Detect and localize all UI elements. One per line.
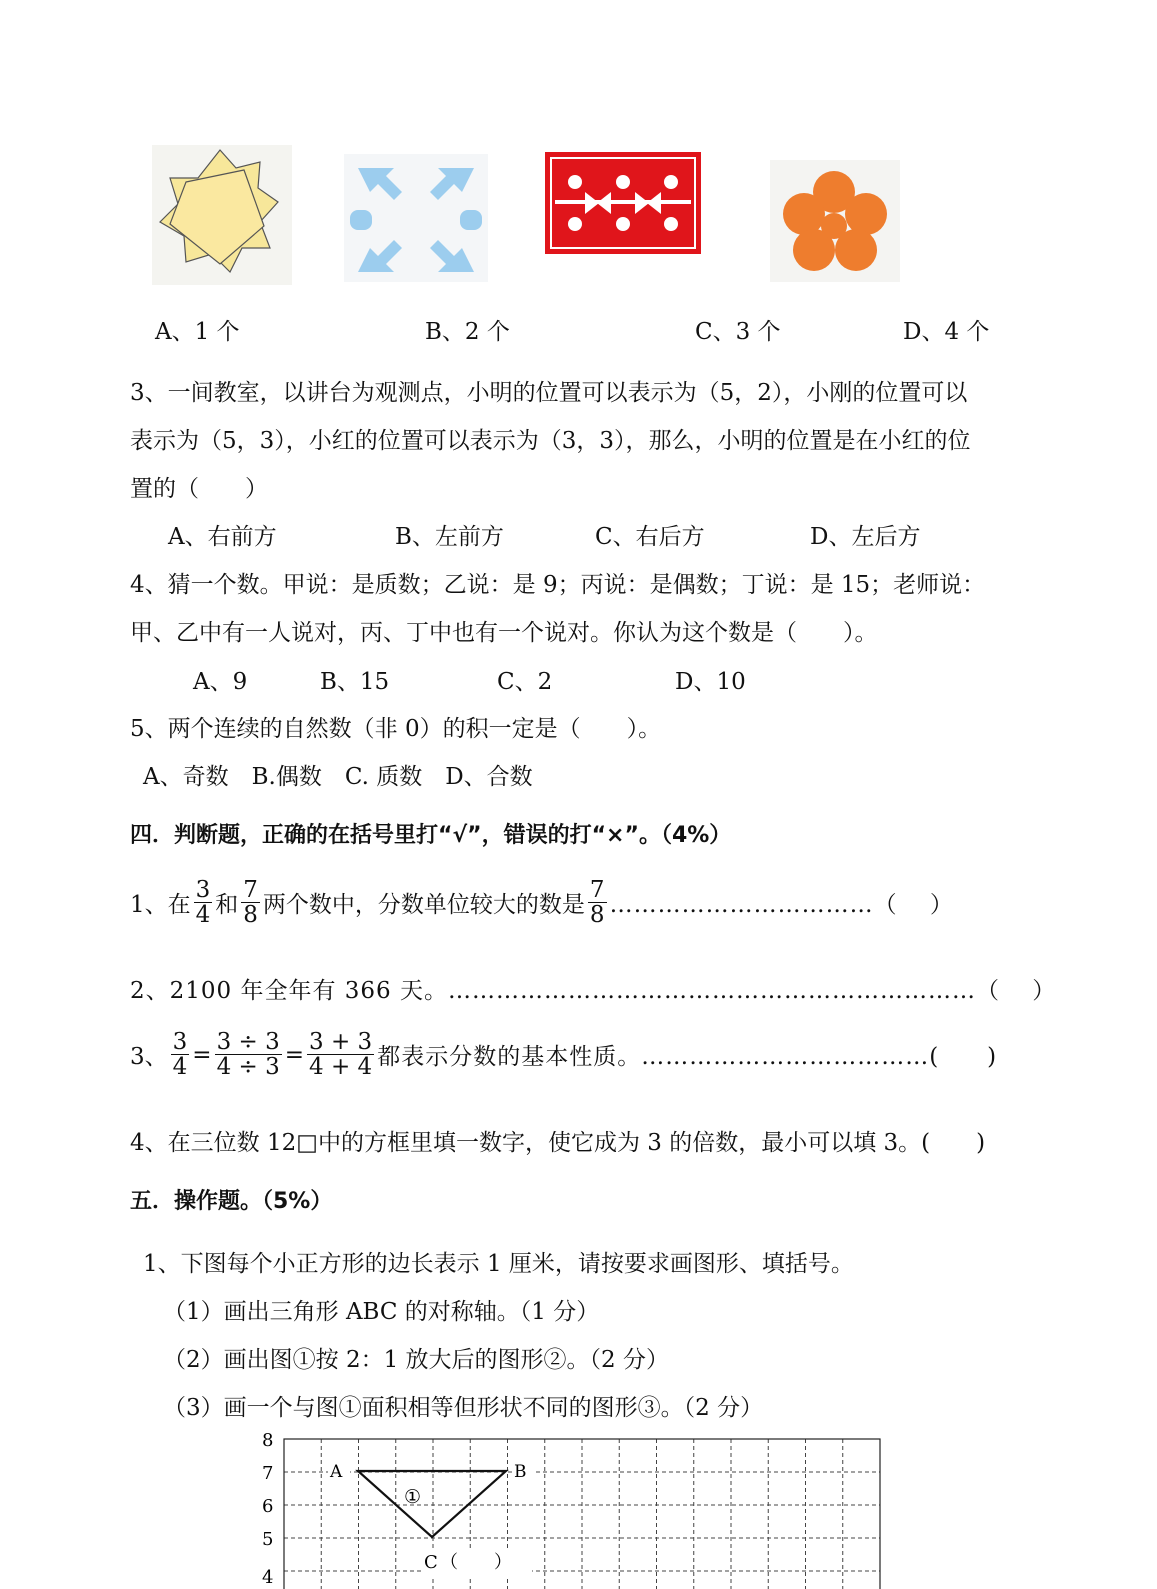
point-c-blank: （ ） [440, 1552, 512, 1573]
question-4-option-c: C、2 [497, 669, 553, 695]
fraction-numerator: 7 [589, 877, 605, 903]
fraction-7-8-answer [588, 878, 607, 927]
question-5-line-1: 5、两个连续的自然数（非 0）的积一定是（ ）。 [130, 716, 662, 742]
y-label-4: 4 [262, 1567, 274, 1588]
y-label-7: 7 [262, 1463, 274, 1484]
question-3-option-d: D、左后方 [810, 524, 921, 550]
judgment-1-prefix: 1、在 [130, 892, 191, 919]
section-4-title: 四．判断题，正确的在括号里打“√”，错误的打“×”。（4%） [130, 823, 732, 848]
option-a: A、1 个 [155, 319, 240, 345]
operation-step-2: （2）画出图①按 2：1 放大后的图形②。（2 分） [163, 1347, 669, 1373]
judgment-3-tail: 都表示分数的基本性质。………………………………( ) [377, 1044, 998, 1071]
fraction-divide [215, 1030, 282, 1079]
option-c: C、3 个 [695, 319, 781, 345]
judgment-2: 2、2100 年全年有 366 天。…………………………………………………………（ ） [130, 978, 1057, 1004]
fraction-3-4 [194, 878, 213, 927]
papercut-figure [545, 152, 701, 254]
question-3-option-a: A、右前方 [168, 524, 277, 550]
judgment-1 [130, 878, 954, 927]
circles-figure [770, 160, 900, 282]
fraction-denominator: 4 [172, 1054, 188, 1081]
fraction-3-4 [171, 1030, 190, 1079]
operation-question-1: 1、下图每个小正方形的边长表示 1 厘米，请按要求画图形、填括号。 [143, 1251, 854, 1277]
point-a-label: A [330, 1462, 343, 1482]
option-d: D、4 个 [903, 319, 990, 345]
judgment-3-prefix: 3、 [130, 1044, 168, 1071]
y-label-8: 8 [262, 1430, 274, 1451]
judgment-1-and: 和 [215, 892, 239, 919]
option-images [140, 140, 920, 290]
question-3-line-3: 置的（ ） [130, 476, 268, 502]
judgment-3 [130, 1030, 997, 1079]
question-4-option-a: A、9 [193, 669, 248, 695]
question-3-line-1: 3、一间教室，以讲台为观测点，小明的位置可以表示为（5，2），小刚的位置可以 [130, 380, 968, 406]
question-3-line-2: 表示为（5，3），小红的位置可以表示为（3，3），那么，小明的位置是在小红的位 [130, 428, 971, 454]
fraction-numerator: 3 [172, 1029, 188, 1055]
grid-diagram [250, 1425, 900, 1589]
judgment-1-middle: 两个数中，分数单位较大的数是 [262, 892, 585, 919]
fraction-numerator: 7 [243, 877, 258, 903]
triangle-abc [358, 1471, 506, 1537]
fraction-add [307, 1030, 374, 1079]
point-c-label: C [424, 1552, 438, 1573]
y-label-5: 5 [262, 1529, 274, 1550]
star-figure [152, 145, 292, 285]
section-5-title: 五．操作题。（5%） [130, 1189, 333, 1214]
equals-sign: = [192, 1041, 212, 1068]
fraction-denominator: 8 [589, 902, 605, 929]
question-5-options: A、奇数 B.偶数 C. 质数 D、合数 [143, 764, 533, 790]
y-label-6: 6 [262, 1496, 274, 1517]
question-4-option-b: B、15 [320, 669, 390, 695]
fraction-denominator: 8 [243, 902, 258, 929]
fraction-denominator: 4 + 4 [309, 1054, 373, 1081]
operation-step-3: （3）画一个与图①面积相等但形状不同的图形③。（2 分） [163, 1395, 764, 1421]
fraction-numerator: 3 [195, 877, 211, 903]
fraction-denominator: 4 [195, 902, 211, 929]
option-b: B、2 个 [425, 319, 510, 345]
equals-sign: = [284, 1041, 305, 1068]
judgment-4: 4、在三位数 12□中的方框里填一数字，使它成为 3 的倍数，最小可以填 3。( ) [130, 1130, 986, 1156]
point-b-label: B [514, 1462, 527, 1482]
question-4-line-1: 4、猜一个数。甲说：是质数；乙说：是 9；丙说：是偶数；丁说：是 15；老师说： [130, 572, 986, 598]
figure-1-label: ① [404, 1486, 422, 1508]
question-3-option-c: C、右后方 [595, 524, 705, 550]
fraction-7-8 [241, 878, 260, 927]
question-4-line-2: 甲、乙中有一人说对，丙、丁中也有一个说对。你认为这个数是（ ）。 [130, 620, 878, 646]
judgment-1-tail: ……………………………（ ） [609, 892, 954, 919]
question-4-option-d: D、10 [675, 669, 746, 695]
arrows-figure [344, 154, 488, 282]
operation-step-1: （1）画出三角形 ABC 的对称轴。（1 分） [163, 1299, 600, 1325]
fraction-numerator: 3 ÷ 3 [216, 1029, 280, 1055]
fraction-numerator: 3 + 3 [309, 1029, 373, 1055]
question-3-option-b: B、左前方 [395, 524, 504, 550]
fraction-denominator: 4 ÷ 3 [216, 1054, 280, 1081]
